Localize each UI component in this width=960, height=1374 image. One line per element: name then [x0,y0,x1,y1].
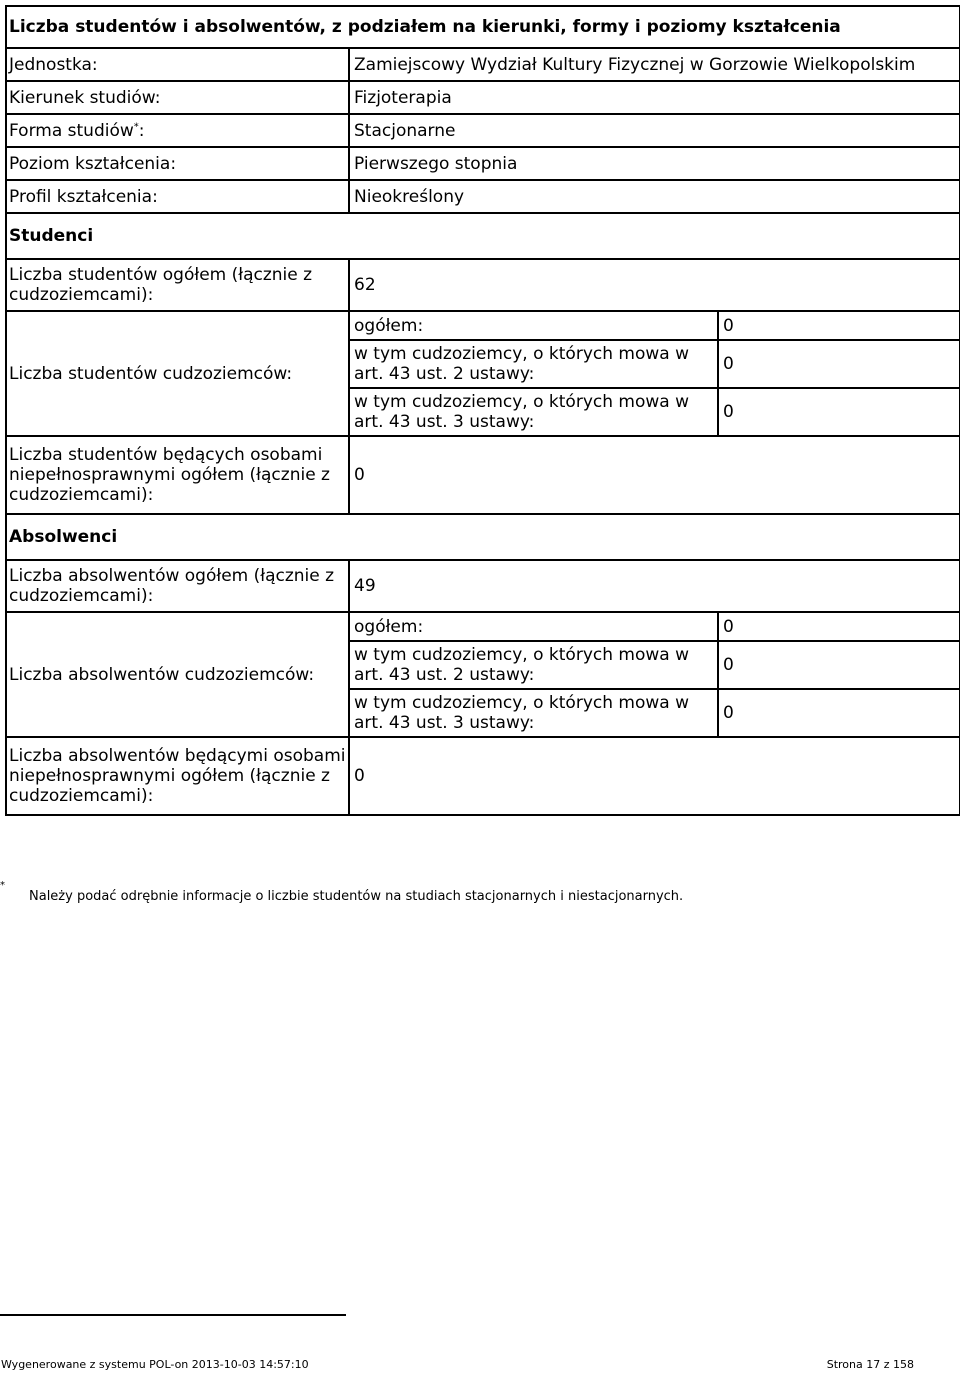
form-colon: : [138,120,145,141]
graduates-disabled-label: Liczba absolwentów będącymi osobami niepełnosprawnymi ogółem (łącznie z cudzoziemcami): [6,737,349,815]
students-total-value: 62 [349,259,960,311]
students-foreign-total-label: ogółem: [349,311,718,340]
students-total-label: Liczba studentów ogółem (łącznie z cudzoziemcami): [6,259,349,311]
form-footnote-mark: * [133,120,139,132]
graduates-total-label: Liczba absolwentów ogółem (łącznie z cudzoziemcami): [6,560,349,612]
footnote-mark: * [0,880,5,891]
page-title: Liczba studentów i absolwentów, z podziałem na kierunki, formy i poziomy kształcenia [6,6,960,48]
graduates-foreign-art3-value: 0 [718,689,960,737]
students-foreign-art2-label: w tym cudzoziemcy, o których mowa w art. 43 ust. 2 ustawy: [349,340,718,388]
graduates-foreign-total-label: ogółem: [349,612,718,641]
footnote-text: Należy podać odrębnie informacje o liczbie studentów na studiach stacjonarnych i niestacjonarnych. [29,889,684,904]
unit-label: Jednostka: [6,48,349,81]
students-disabled-label: Liczba studentów będących osobami niepełnosprawnymi ogółem (łącznie z cudzoziemcami): [6,436,349,514]
graduates-total-value: 49 [349,560,960,612]
students-foreign-label: Liczba studentów cudzoziemców: [6,311,349,436]
report-table [5,5,960,816]
students-section-title: Studenci [6,213,960,259]
graduates-total-row [6,560,960,612]
form-label-cell [6,114,349,147]
meta-row-form [6,114,960,147]
level-label: Poziom kształcenia: [6,147,349,180]
field-label: Kierunek studiów: [6,81,349,114]
graduates-section-title: Absolwenci [6,514,960,560]
unit-value: Zamiejscowy Wydział Kultury Fizycznej w Gorzowie Wielkopolskim [349,48,960,81]
meta-row-level [6,147,960,180]
form-label: Forma studiów [9,120,134,141]
students-foreign-art2-value: 0 [718,340,960,388]
graduates-section-row [6,514,960,560]
graduates-foreign-art2-label: w tym cudzoziemcy, o których mowa w art. 43 ust. 2 ustawy: [349,641,718,689]
report-form [5,5,959,816]
students-foreign-art3-value: 0 [718,388,960,436]
level-value: Pierwszego stopnia [349,147,960,180]
students-foreign-art3-label: w tym cudzoziemcy, o których mowa w art. 43 ust. 3 ustawy: [349,388,718,436]
meta-row-profile [6,180,960,213]
footer-page-number: Strona 17 z 158 [826,1358,914,1371]
graduates-disabled-value: 0 [349,737,960,815]
graduates-disabled-row [6,737,960,815]
students-section-row [6,213,960,259]
students-disabled-row [6,436,960,514]
students-disabled-value: 0 [349,436,960,514]
form-value: Stacjonarne [349,114,960,147]
students-total-row [6,259,960,311]
graduates-foreign-art3-label: w tym cudzoziemcy, o których mowa w art. 43 ust. 3 ustawy: [349,689,718,737]
footer-divider [0,1314,346,1316]
students-foreign-total-value: 0 [718,311,960,340]
profile-label: Profil kształcenia: [6,180,349,213]
graduates-foreign-total-row [6,612,960,641]
meta-row-unit [6,48,960,81]
students-foreign-total-row [6,311,960,340]
graduates-foreign-label: Liczba absolwentów cudzoziemców: [6,612,349,737]
footer-generated: Wygenerowane z systemu POL-on 2013-10-03 14:57:10 [1,1358,309,1371]
profile-value: Nieokreślony [349,180,960,213]
meta-row-field [6,81,960,114]
field-value: Fizjoterapia [349,81,960,114]
graduates-foreign-art2-value: 0 [718,641,960,689]
graduates-foreign-total-value: 0 [718,612,960,641]
